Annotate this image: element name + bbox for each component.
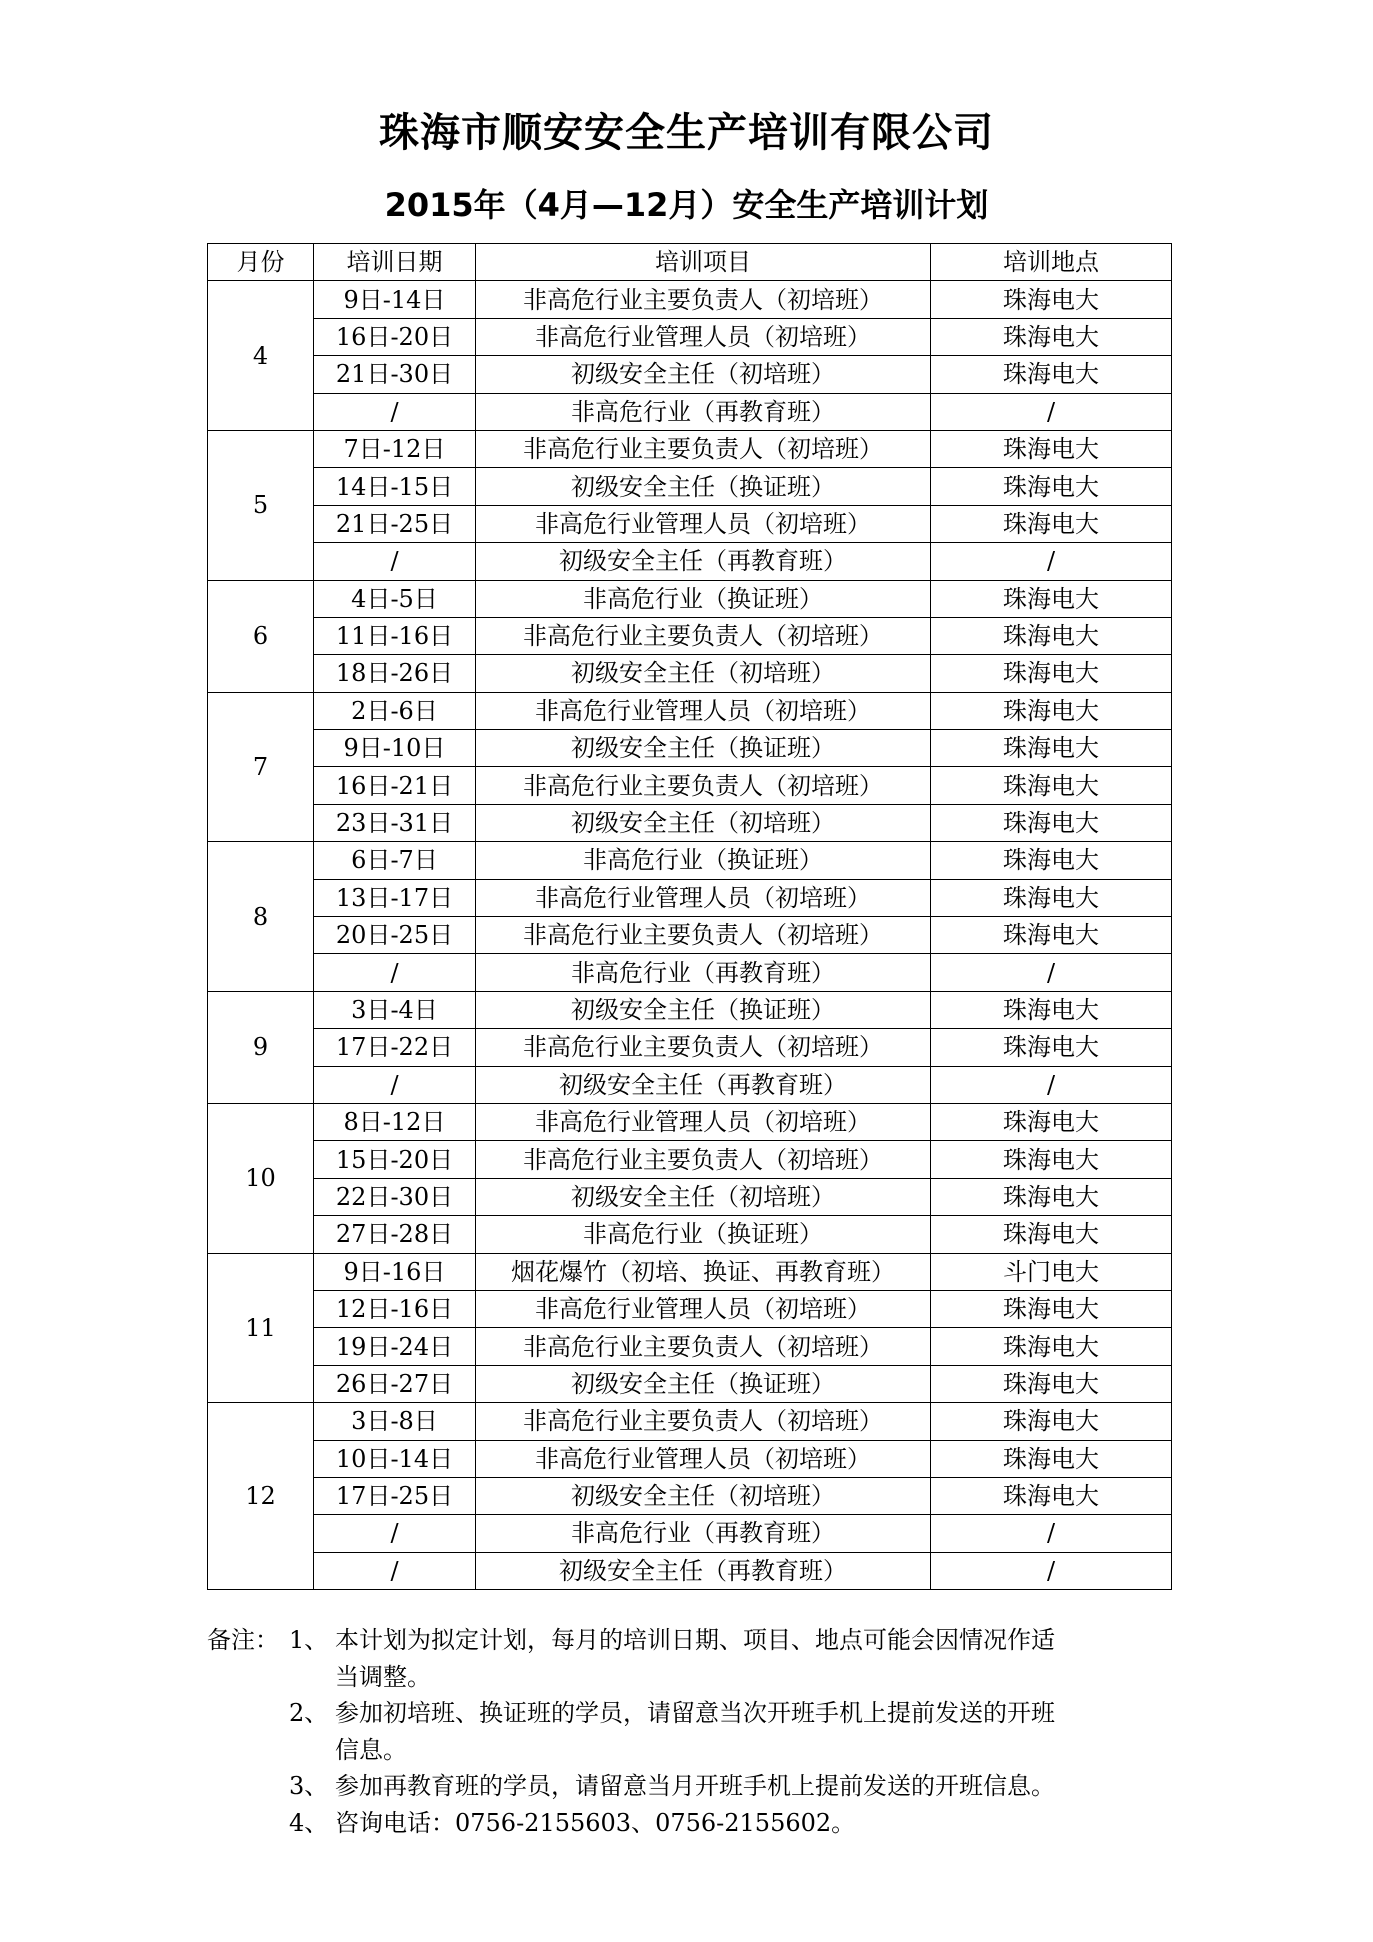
note-number: 3、: [289, 1772, 329, 1800]
table-row: [208, 1253, 1172, 1290]
item-cell: 非高危行业主要负责人（初培班）: [476, 1029, 931, 1066]
location-cell: 珠海电大: [931, 617, 1172, 654]
item-cell: 初级安全主任（再教育班）: [476, 1552, 931, 1589]
document-subtitle: 2015年（4月—12月）安全生产培训计划: [384, 186, 989, 224]
date-cell: 12日-16日: [314, 1290, 476, 1327]
month-cell: 10: [208, 1103, 314, 1253]
location-cell: /: [931, 1066, 1172, 1103]
table-row: [208, 1477, 1172, 1514]
table-row: [208, 468, 1172, 505]
location-cell: 珠海电大: [931, 318, 1172, 355]
notes-indent: [207, 1805, 289, 1842]
date-cell: 17日-25日: [314, 1477, 476, 1514]
item-cell: 初级安全主任（换证班）: [476, 730, 931, 767]
item-cell: 初级安全主任（换证班）: [476, 468, 931, 505]
note-number: 1、: [289, 1626, 329, 1654]
table-row: [208, 991, 1172, 1028]
table-row: [208, 1066, 1172, 1103]
date-cell: 10日-14日: [314, 1440, 476, 1477]
date-cell: /: [314, 393, 476, 430]
table-row: [208, 1290, 1172, 1327]
date-cell: 14日-15日: [314, 468, 476, 505]
month-cell: 7: [208, 692, 314, 842]
item-cell: 初级安全主任（初培班）: [476, 356, 931, 393]
date-cell: 27日-28日: [314, 1216, 476, 1253]
table-row: [208, 356, 1172, 393]
date-cell: 21日-30日: [314, 356, 476, 393]
date-cell: 23日-31日: [314, 804, 476, 841]
item-cell: 初级安全主任（再教育班）: [476, 543, 931, 580]
location-cell: /: [931, 1515, 1172, 1552]
item-cell: 非高危行业主要负责人（初培班）: [476, 281, 931, 318]
item-cell: 非高危行业管理人员（初培班）: [476, 1440, 931, 1477]
notes-indent: [207, 1695, 289, 1732]
notes-indent: [207, 1768, 289, 1805]
location-cell: /: [931, 954, 1172, 991]
header-item: 培训项目: [476, 244, 931, 281]
note-text: 本计划为拟定计划，每月的培训日期、项目、地点可能会因情况作适: [335, 1626, 1055, 1654]
item-cell: 非高危行业管理人员（初培班）: [476, 879, 931, 916]
date-cell: 20日-25日: [314, 917, 476, 954]
item-cell: 初级安全主任（换证班）: [476, 991, 931, 1028]
date-cell: 16日-21日: [314, 767, 476, 804]
date-cell: 19日-24日: [314, 1328, 476, 1365]
table-row: [208, 692, 1172, 729]
date-cell: 15日-20日: [314, 1141, 476, 1178]
table-row: [208, 1365, 1172, 1402]
location-cell: 珠海电大: [931, 1365, 1172, 1402]
location-cell: 珠海电大: [931, 356, 1172, 393]
date-cell: 7日-12日: [314, 430, 476, 467]
location-cell: 珠海电大: [931, 1216, 1172, 1253]
table-row: [208, 543, 1172, 580]
location-cell: 珠海电大: [931, 917, 1172, 954]
month-cell: 4: [208, 281, 314, 431]
header-month: 月份: [208, 244, 314, 281]
item-cell: 非高危行业主要负责人（初培班）: [476, 1328, 931, 1365]
location-cell: /: [931, 393, 1172, 430]
table-row: [208, 430, 1172, 467]
note-line: [207, 1659, 1171, 1696]
note-line: [207, 1805, 1171, 1842]
location-cell: 珠海电大: [931, 1029, 1172, 1066]
note-line: [207, 1732, 1171, 1769]
date-cell: 26日-27日: [314, 1365, 476, 1402]
date-cell: 9日-16日: [314, 1253, 476, 1290]
item-cell: 非高危行业管理人员（初培班）: [476, 505, 931, 542]
header-date: 培训日期: [314, 244, 476, 281]
table-row: [208, 804, 1172, 841]
table-row: [208, 917, 1172, 954]
date-cell: 17日-22日: [314, 1029, 476, 1066]
table-header-row: [208, 244, 1172, 281]
item-cell: 初级安全主任（初培班）: [476, 804, 931, 841]
location-cell: 珠海电大: [931, 505, 1172, 542]
location-cell: 珠海电大: [931, 879, 1172, 916]
date-cell: /: [314, 1552, 476, 1589]
document-title: 珠海市顺安安全生产培训有限公司: [379, 110, 994, 156]
location-cell: 珠海电大: [931, 1403, 1172, 1440]
item-cell: 初级安全主任（初培班）: [476, 1178, 931, 1215]
note-number: 4、: [289, 1808, 329, 1837]
table-row: [208, 580, 1172, 617]
table-row: [208, 1141, 1172, 1178]
date-cell: 2日-6日: [314, 692, 476, 729]
month-cell: 5: [208, 430, 314, 580]
month-cell: 8: [208, 842, 314, 992]
item-cell: 初级安全主任（换证班）: [476, 1365, 931, 1402]
table-row: [208, 1029, 1172, 1066]
item-cell: 非高危行业管理人员（初培班）: [476, 318, 931, 355]
table-row: [208, 1515, 1172, 1552]
date-cell: /: [314, 543, 476, 580]
location-cell: 珠海电大: [931, 991, 1172, 1028]
item-cell: 非高危行业（再教育班）: [476, 954, 931, 991]
month-cell: 6: [208, 580, 314, 692]
notes-indent: [207, 1659, 289, 1696]
date-cell: 9日-14日: [314, 281, 476, 318]
table-row: [208, 1552, 1172, 1589]
table-row: [208, 1403, 1172, 1440]
table-row: [208, 879, 1172, 916]
item-cell: 非高危行业（再教育班）: [476, 1515, 931, 1552]
item-cell: 非高危行业主要负责人（初培班）: [476, 617, 931, 654]
location-cell: 珠海电大: [931, 430, 1172, 467]
table-row: [208, 1178, 1172, 1215]
month-cell: 9: [208, 991, 314, 1103]
location-cell: 珠海电大: [931, 1290, 1172, 1327]
item-cell: 非高危行业管理人员（初培班）: [476, 692, 931, 729]
table-row: [208, 318, 1172, 355]
item-cell: 非高危行业（换证班）: [476, 580, 931, 617]
item-cell: 初级安全主任（再教育班）: [476, 1066, 931, 1103]
note-number: 2、: [289, 1699, 329, 1727]
item-cell: 非高危行业主要负责人（初培班）: [476, 1141, 931, 1178]
table-row: [208, 393, 1172, 430]
location-cell: 珠海电大: [931, 842, 1172, 879]
date-cell: 4日-5日: [314, 580, 476, 617]
location-cell: /: [931, 543, 1172, 580]
table-row: [208, 1440, 1172, 1477]
item-cell: 初级安全主任（初培班）: [476, 1477, 931, 1514]
training-plan-table: [207, 243, 1172, 1590]
item-cell: 非高危行业管理人员（初培班）: [476, 1103, 931, 1140]
table-row: [208, 505, 1172, 542]
date-cell: 13日-17日: [314, 879, 476, 916]
location-cell: 珠海电大: [931, 730, 1172, 767]
item-cell: 非高危行业（换证班）: [476, 1216, 931, 1253]
item-cell: 非高危行业主要负责人（初培班）: [476, 1403, 931, 1440]
table-row: [208, 767, 1172, 804]
date-cell: 3日-4日: [314, 991, 476, 1028]
date-cell: 3日-8日: [314, 1403, 476, 1440]
item-cell: 非高危行业主要负责人（初培班）: [476, 917, 931, 954]
date-cell: 11日-16日: [314, 617, 476, 654]
location-cell: 珠海电大: [931, 468, 1172, 505]
location-cell: 珠海电大: [931, 655, 1172, 692]
date-cell: 22日-30日: [314, 1178, 476, 1215]
date-cell: 21日-25日: [314, 505, 476, 542]
date-cell: 9日-10日: [314, 730, 476, 767]
note-number-indent: [289, 1659, 335, 1696]
date-cell: /: [314, 954, 476, 991]
location-cell: 珠海电大: [931, 1440, 1172, 1477]
location-cell: 珠海电大: [931, 1103, 1172, 1140]
location-cell: 斗门电大: [931, 1253, 1172, 1290]
location-cell: 珠海电大: [931, 1328, 1172, 1365]
table-row: [208, 1216, 1172, 1253]
notes-section: [207, 1622, 1171, 1841]
note-text: 咨询电话：0756-2155603、0756-2155602。: [335, 1808, 856, 1837]
table-row: [208, 730, 1172, 767]
item-cell: 烟花爆竹（初培、换证、再教育班）: [476, 1253, 931, 1290]
item-cell: 非高危行业管理人员（初培班）: [476, 1290, 931, 1327]
table-row: [208, 842, 1172, 879]
date-cell: 16日-20日: [314, 318, 476, 355]
location-cell: 珠海电大: [931, 804, 1172, 841]
location-cell: /: [931, 1552, 1172, 1589]
table-row: [208, 954, 1172, 991]
note-text: 参加初培班、换证班的学员，请留意当次开班手机上提前发送的开班: [335, 1699, 1055, 1727]
location-cell: 珠海电大: [931, 767, 1172, 804]
location-cell: 珠海电大: [931, 1178, 1172, 1215]
note-line: [207, 1695, 1171, 1732]
note-number-indent: [289, 1732, 335, 1769]
item-cell: 非高危行业（换证班）: [476, 842, 931, 879]
item-cell: 非高危行业主要负责人（初培班）: [476, 430, 931, 467]
header-location: 培训地点: [931, 244, 1172, 281]
item-cell: 非高危行业主要负责人（初培班）: [476, 767, 931, 804]
month-cell: 12: [208, 1403, 314, 1590]
date-cell: 6日-7日: [314, 842, 476, 879]
location-cell: 珠海电大: [931, 1141, 1172, 1178]
date-cell: /: [314, 1515, 476, 1552]
note-text: 当调整。: [335, 1662, 431, 1691]
table-row: [208, 655, 1172, 692]
note-line: [207, 1622, 1171, 1659]
table-row: [208, 1328, 1172, 1365]
item-cell: 初级安全主任（初培班）: [476, 655, 931, 692]
location-cell: 珠海电大: [931, 692, 1172, 729]
table-row: [208, 617, 1172, 654]
note-line: [207, 1768, 1171, 1805]
month-cell: 11: [208, 1253, 314, 1403]
note-text: 信息。: [335, 1735, 407, 1764]
table-row: [208, 281, 1172, 318]
date-cell: 8日-12日: [314, 1103, 476, 1140]
notes-indent: [207, 1732, 289, 1769]
notes-label: 备注：: [207, 1626, 279, 1654]
date-cell: /: [314, 1066, 476, 1103]
table-row: [208, 1103, 1172, 1140]
item-cell: 非高危行业（再教育班）: [476, 393, 931, 430]
table-body: [208, 281, 1172, 1590]
location-cell: 珠海电大: [931, 281, 1172, 318]
location-cell: 珠海电大: [931, 1477, 1172, 1514]
date-cell: 18日-26日: [314, 655, 476, 692]
note-text: 参加再教育班的学员，请留意当月开班手机上提前发送的开班信息。: [335, 1772, 1055, 1800]
location-cell: 珠海电大: [931, 580, 1172, 617]
